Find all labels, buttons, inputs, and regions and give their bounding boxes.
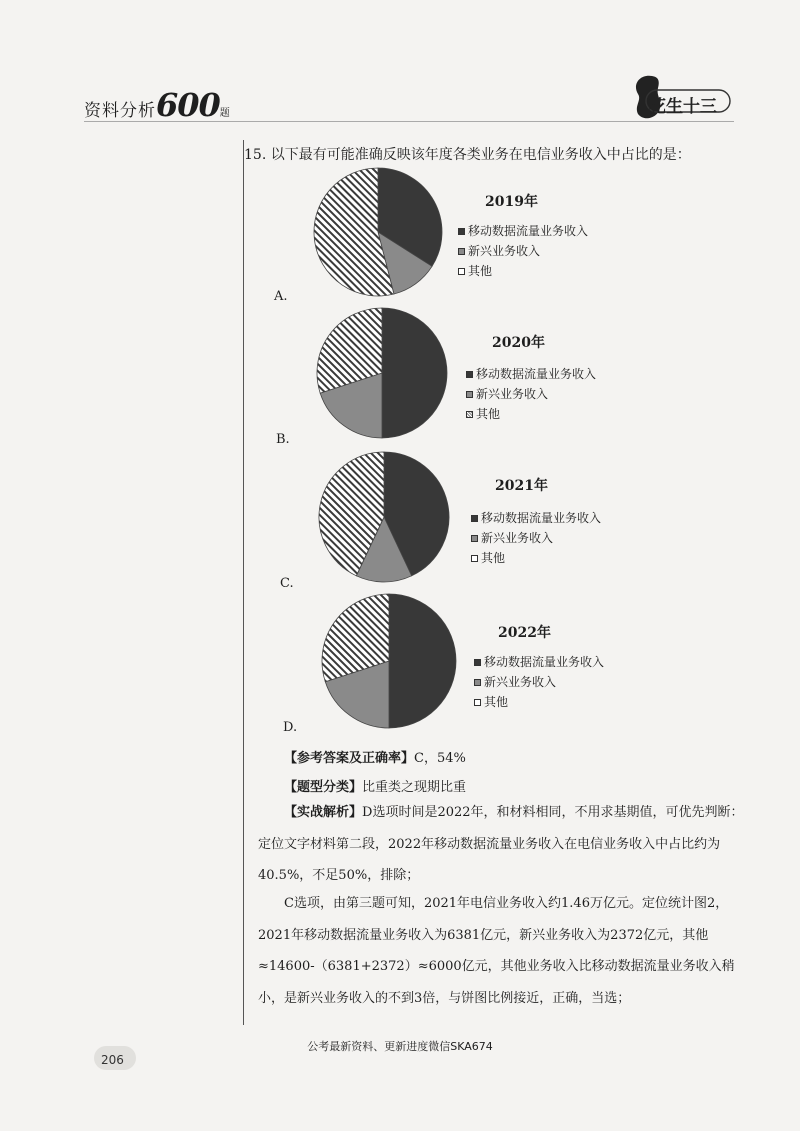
legend-swatch-other [471, 555, 478, 562]
option-a-chart[interactable] [312, 166, 642, 296]
category-label: 【题型分类】 [284, 780, 363, 795]
category-value: 比重类之现期比重 [362, 780, 467, 795]
legend-item-emerging [471, 528, 601, 548]
legend-item-emerging [474, 672, 604, 692]
legend-swatch-other [458, 268, 465, 275]
legend-item-other [471, 548, 601, 568]
legend-swatch-mobile [458, 228, 465, 235]
legend-swatch-emerging [466, 391, 473, 398]
legend-swatch-emerging [474, 679, 481, 686]
brand-name: 花生十三 [649, 97, 717, 117]
legend-label-emerging: 新兴业务收入 [468, 244, 541, 258]
analysis-label: 【实战解析】 [284, 805, 363, 820]
legend-item-emerging [466, 384, 596, 404]
option-d-chart[interactable] [320, 592, 650, 730]
option-c-legend [471, 508, 601, 568]
legend-item-other [458, 261, 588, 281]
footer-note: 公考最新资料、更新进度微信SKA674 [307, 1040, 493, 1053]
book-title-number: 600 [156, 86, 220, 124]
option-d-legend [474, 652, 604, 712]
option-a-pie [312, 166, 444, 298]
legend-label-other: 其他 [484, 695, 509, 709]
legend-item-mobile [474, 652, 604, 672]
option-a-letter[interactable]: A. [274, 289, 288, 304]
page-number: 206 [101, 1053, 124, 1067]
analysis-text-1: D选项时间是2022年，和材料相同，不用求基期值，可优先判断：定位文字材料第二段，2022年移动数据流量业务收入在电信业务收入中占比约为40.5%，不足50%，排除； [258, 805, 744, 883]
legend-label-mobile: 移动数据流量业务收入 [481, 511, 602, 525]
analysis-text-2: C选项，由第三题可知，2021年电信业务收入约1.46万亿元。定位统计图2，2021年移动数据流量业务收入为6381亿元，新兴业务收入为2372亿元，其他≈14600-（6381+2372）≈6000亿元，其他业务收入比移动数据流量业务收入稍小，是新兴业务收入的不到3倍，与饼图比例接近，正确，当选； [258, 896, 735, 1006]
legend-swatch-other [466, 411, 473, 418]
option-c-year: 2021年 [495, 478, 548, 494]
legend-label-emerging: 新兴业务收入 [484, 675, 557, 689]
legend-label-mobile: 移动数据流量业务收入 [476, 367, 597, 381]
category-line [284, 776, 466, 795]
pie-slice-mobile [389, 594, 456, 728]
option-a-year: 2019年 [485, 194, 538, 210]
answer-line [284, 747, 466, 766]
legend-item-other [474, 692, 604, 712]
option-b-pie [315, 306, 449, 440]
legend-label-other: 其他 [481, 551, 506, 565]
legend-swatch-mobile [471, 515, 478, 522]
question-title: 15. 以下最有可能准确反映该年度各类业务在电信业务收入中占比的是： [244, 147, 691, 163]
option-d-letter[interactable]: D. [283, 720, 298, 735]
answer-value: C，54% [414, 751, 466, 766]
legend-label-emerging: 新兴业务收入 [476, 387, 549, 401]
legend-label-other: 其他 [468, 264, 493, 278]
legend-swatch-other [474, 699, 481, 706]
legend-label-other: 其他 [476, 407, 501, 421]
pie-slice-mobile [382, 308, 447, 438]
legend-swatch-emerging [458, 248, 465, 255]
book-title-suffix: 题 [219, 108, 230, 119]
legend-item-emerging [458, 241, 588, 261]
option-d-pie [320, 592, 458, 730]
option-b-year: 2020年 [492, 335, 545, 351]
option-a-legend [458, 221, 588, 281]
option-b-legend [466, 364, 596, 424]
book-title [84, 86, 230, 124]
legend-item-other [466, 404, 596, 424]
analysis-paragraph-1 [258, 797, 744, 892]
option-b-letter[interactable]: B. [276, 432, 290, 447]
book-title-text: 资料分析 [84, 101, 156, 121]
legend-item-mobile [458, 221, 588, 241]
option-c-pie [317, 450, 451, 584]
answer-label: 【参考答案及正确率】 [284, 751, 415, 766]
legend-swatch-emerging [471, 535, 478, 542]
legend-label-mobile: 移动数据流量业务收入 [468, 224, 589, 238]
legend-item-mobile [466, 364, 596, 384]
legend-swatch-mobile [474, 659, 481, 666]
legend-label-emerging: 新兴业务收入 [481, 531, 554, 545]
margin-rule [243, 140, 244, 1025]
option-c-chart[interactable] [317, 450, 647, 585]
option-b-chart[interactable] [315, 306, 645, 441]
option-d-year: 2022年 [498, 625, 551, 641]
legend-swatch-mobile [466, 371, 473, 378]
analysis-paragraph-2 [258, 888, 744, 1014]
brand-logo [622, 72, 732, 122]
legend-label-mobile: 移动数据流量业务收入 [484, 655, 605, 669]
option-c-letter[interactable]: C. [280, 576, 294, 591]
legend-item-mobile [471, 508, 601, 528]
